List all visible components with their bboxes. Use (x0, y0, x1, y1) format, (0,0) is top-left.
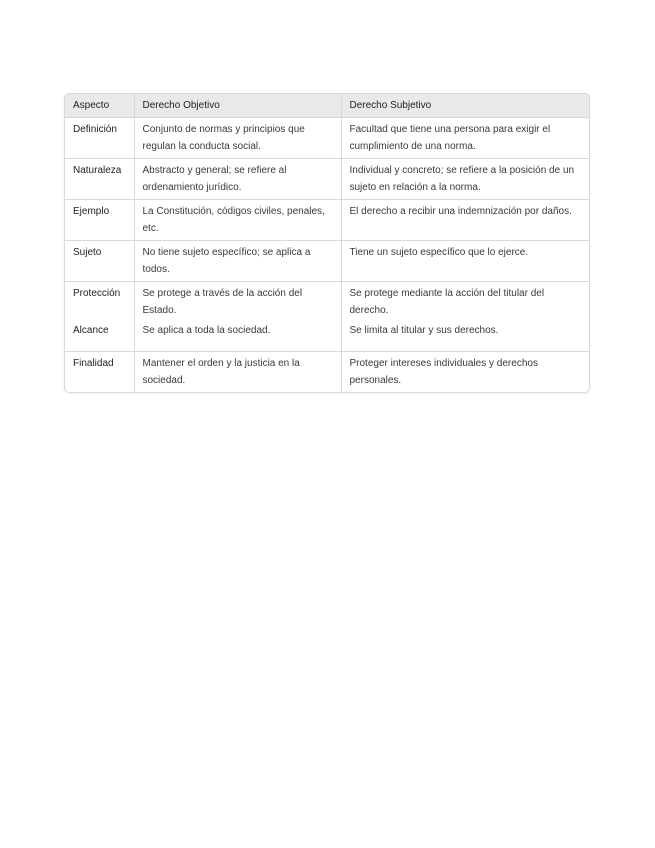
row-aspect: Protección (65, 282, 134, 323)
row-aspect: Alcance (65, 322, 134, 352)
table-row (65, 159, 589, 200)
row-subjective: El derecho a recibir una indemnización por daños. (341, 200, 589, 241)
row-subjective: Se protege mediante la acción del titular del derecho. (349, 288, 545, 316)
row-objective: No tiene sujeto específico; se aplica a todos. (134, 241, 341, 282)
table-row (65, 200, 589, 241)
comparison-table (65, 94, 589, 392)
row-objective: Se protege a través de la acción del Estado. (134, 282, 341, 323)
row-objective: La Constitución, códigos civiles, penales, etc. (134, 200, 341, 241)
header-subjective: Derecho Subjetivo (341, 94, 589, 118)
table-row (65, 118, 589, 159)
row-aspect: Finalidad (65, 352, 134, 393)
row-subjective: Tiene un sujeto específico que lo ejerce. (341, 241, 589, 282)
row-aspect: Naturaleza (65, 159, 134, 200)
table-row (65, 241, 589, 282)
row-objective: Abstracto y general; se refiere al ordenamiento jurídico. (134, 159, 341, 200)
row-aspect: Sujeto (65, 241, 134, 282)
header-objective: Derecho Objetivo (134, 94, 341, 118)
comparison-table-container (64, 93, 590, 393)
row-subjective: Facultad que tiene una persona para exigir el cumplimiento de una norma. (341, 118, 589, 159)
row-subjective: Proteger intereses individuales y derechos personales. (349, 358, 538, 386)
header-aspect: Aspecto (65, 94, 134, 118)
row-subjective: Individual y concreto; se refiere a la posición de un sujeto en relación a la norma. (341, 159, 589, 200)
row-subjective: Se limita al titular y sus derechos. (341, 322, 589, 352)
table-row (65, 282, 589, 323)
row-objective: Conjunto de normas y principios que regulan la conducta social. (134, 118, 341, 159)
row-objective: Se aplica a toda la sociedad. (134, 322, 341, 352)
row-aspect: Definición (65, 118, 134, 159)
table-row (65, 322, 589, 352)
table-row (65, 352, 589, 393)
row-aspect: Ejemplo (65, 200, 134, 241)
row-objective: Mantener el orden y la justicia en la sociedad. (134, 352, 341, 393)
table-header-row (65, 94, 589, 118)
